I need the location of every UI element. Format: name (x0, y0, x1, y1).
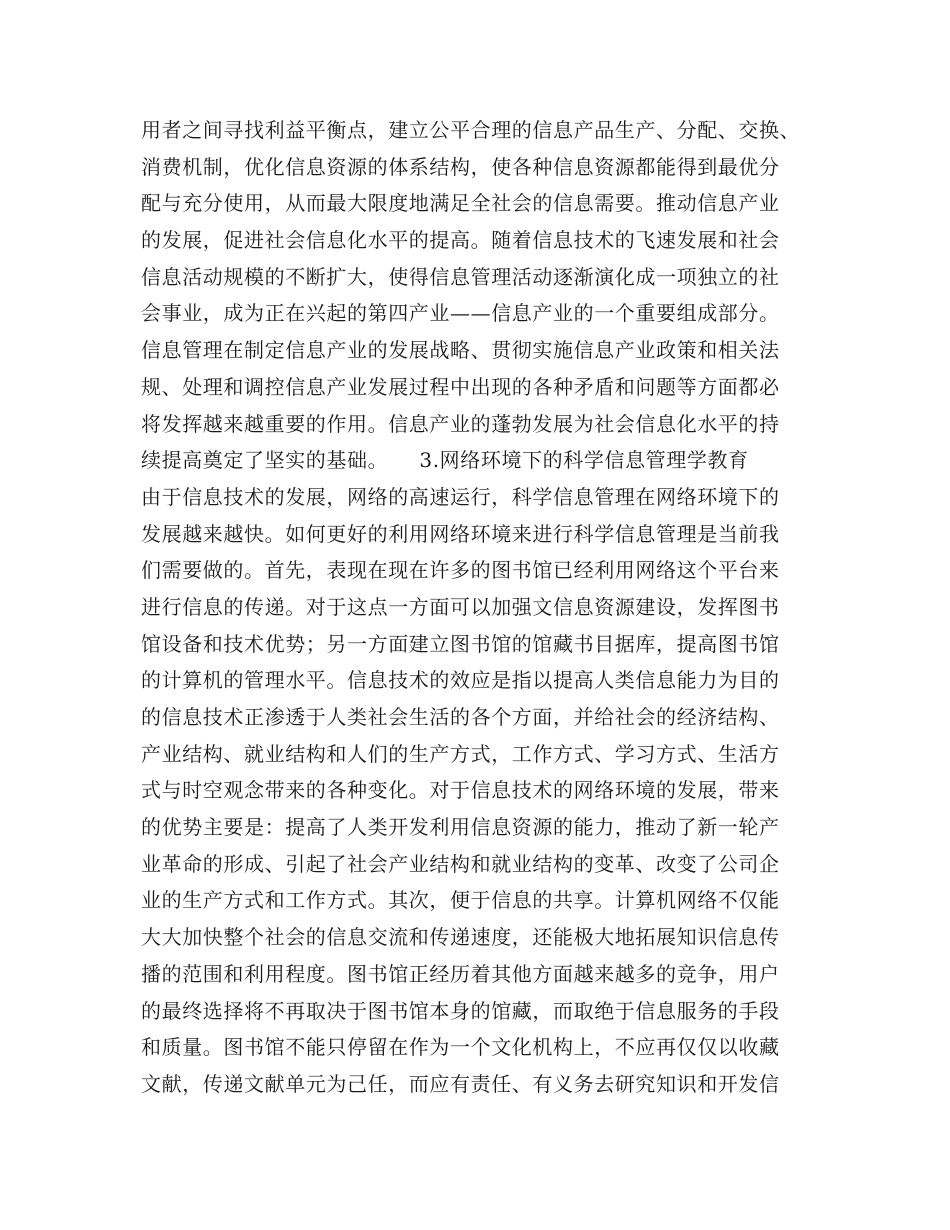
text-line: 大大加快整个社会的信息交流和传递速度，还能极大地拓展知识信息传 (141, 925, 780, 950)
text-line: 文献，传递文献单元为己任，而应有责任、有义务去研究知识和开发信 (141, 1071, 780, 1096)
text-line: 业革命的形成、引起了社会产业结构和就业结构的变革、改变了公司企 (141, 851, 780, 876)
text-line: 产业结构、就业结构和人们的生产方式，工作方式、学习方式、生活方 (141, 741, 780, 766)
text-line: 式与时空观念带来的各种变化。对于信息技术的网络环境的发展，带来 (141, 778, 780, 803)
text-line: 用者之间寻找利益平衡点，建立公平合理的信息产品生产、分配、交换、 (141, 118, 801, 142)
text-line: 业的生产方式和工作方式。其次，便于信息的共享。计算机网络不仅能 (141, 888, 780, 913)
text-line: 们需要做的。首先，表现在现在许多的图书馆已经利用网络这个平台来 (141, 558, 780, 583)
text-line: 由于信息技术的发展，网络的高速运行，科学信息管理在网络环境下的 (141, 484, 780, 509)
text-line: 规、处理和调控信息产业发展过程中出现的各种矛盾和问题等方面都必 (141, 374, 780, 399)
text-line: 会事业，成为正在兴起的第四产业——信息产业的一个重要组成部分。 (141, 301, 780, 326)
text-line: 播的范围和利用程度。图书馆正经历着其他方面越来越多的竞争，用户 (141, 961, 780, 986)
text-line: 发展越来越快。如何更好的利用网络环境来进行科学信息管理是当前我 (141, 521, 780, 546)
text-line: 进行信息的传递。对于这点一方面可以加强文信息资源建设，发挥图书 (141, 594, 780, 619)
text-line: 的信息技术正渗透于人类社会生活的各个方面，并给社会的经济结构、 (141, 705, 780, 729)
text-line: 将发挥越来越重要的作用。信息产业的蓬勃发展为社会信息化水平的持 (141, 411, 780, 436)
text-line: 配与充分使用，从而最大限度地满足全社会的信息需要。推动信息产业 (141, 191, 780, 216)
text-line: 的最终选择将不再取决于图书馆本身的馆藏，而取绝于信息服务的手段 (141, 998, 780, 1023)
text-line: 的优势主要是：提高了人类开发利用信息资源的能力，推动了新一轮产 (141, 815, 780, 840)
body-text (141, 112, 831, 1103)
text-line: 续提高奠定了坚实的基础。 3.网络环境下的科学信息管理学教育 (141, 448, 749, 473)
text-line: 的发展，促进社会信息化水平的提高。随着信息技术的飞速发展和社会 (141, 228, 780, 253)
text-line: 馆设备和技术优势；另一方面建立图书馆的馆藏书目据库，提高图书馆 (141, 631, 780, 656)
text-line: 的计算机的管理水平。信息技术的效应是指以提高人类信息能力为目的 (141, 668, 780, 693)
text-line: 信息管理在制定信息产业的发展战略、贯彻实施信息产业政策和相关法 (141, 338, 780, 363)
text-line: 消费机制，优化信息资源的体系结构，使各种信息资源都能得到最优分 (141, 154, 780, 179)
text-line: 信息活动规模的不断扩大，使得信息管理活动逐渐演化成一项独立的社 (141, 264, 780, 289)
text-line: 和质量。图书馆不能只停留在作为一个文化机构上，不应再仅仅以收藏 (141, 1035, 780, 1060)
